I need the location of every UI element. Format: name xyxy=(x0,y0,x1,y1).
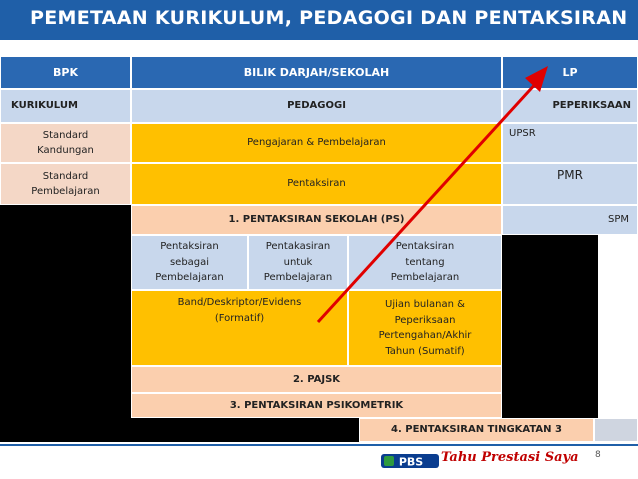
formatif-cell: Band/Deskriptor/Evidens (Formatif) xyxy=(131,290,348,366)
pentaksiran-cell: Pentaksiran xyxy=(131,163,502,205)
standard-kandungan-cell: Standard Kandungan xyxy=(0,123,131,163)
pengajaran-cell: Pengajaran & Pembelajaran xyxy=(131,123,502,163)
upsr-cell: UPSR xyxy=(502,123,638,163)
pbs-logo xyxy=(381,454,439,468)
pentaksiran-sebagai-cell: Pentaksiran sebagai Pembelajaran xyxy=(131,235,248,290)
psikometrik-cell: 3. PENTAKSIRAN PSIKOMETRIK xyxy=(131,393,502,418)
spm-cell: SPM xyxy=(502,205,638,235)
pajsk-cell: 2. PAJSK xyxy=(131,366,502,393)
pentaksiran-tentang-cell: Pentaksiran tentang Pembelajaran xyxy=(348,235,502,290)
pentaksiran-untuk-cell: Pentakasiran untuk Pembelajaran xyxy=(248,235,348,290)
pentaksiran-sekolah-cell: 1. PENTAKSIRAN SEKOLAH (PS) xyxy=(131,205,502,235)
page-number: 8 xyxy=(595,450,601,460)
pentaksiran-tingkatan-3-cell: 4. PENTAKSIRAN TINGKATAN 3 xyxy=(359,418,594,442)
kurikulum-cell: KURIKULUM xyxy=(0,89,131,123)
header-bpk: BPK xyxy=(0,56,131,89)
svg-text:PBS: PBS xyxy=(398,455,424,468)
pedagogi-cell: PEDAGOGI xyxy=(131,89,502,123)
standard-pembelajaran-cell: Standard Pembelajaran xyxy=(0,163,131,205)
footer-tagline: Tahu Prestasi Saya xyxy=(441,450,579,465)
sumatif-cell: Ujian bulanan & Peperiksaan Pertengahan/Akhir Tahun (Sumatif) xyxy=(348,290,502,366)
peperiksaan-cell: PEPERIKSAAN xyxy=(502,89,638,123)
slide-title: PEMETAAN KURIKULUM, PEDAGOGI DAN PENTAKSIRAN xyxy=(30,7,628,29)
header-lp: LP xyxy=(502,56,638,89)
pmr-cell: PMR xyxy=(502,163,638,205)
header-bilik-darjah: BILIK DARJAH/SEKOLAH xyxy=(131,56,502,89)
